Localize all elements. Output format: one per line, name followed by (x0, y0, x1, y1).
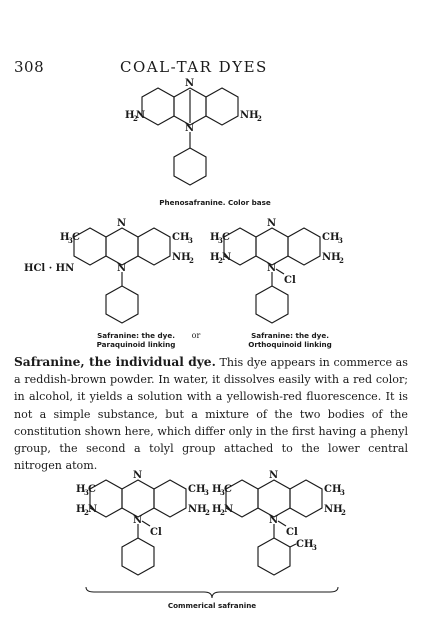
svg-text:N: N (133, 515, 143, 526)
svg-text:NH: NH (172, 252, 191, 263)
svg-text:NH: NH (324, 504, 343, 515)
svg-text:H: H (60, 232, 70, 243)
svg-text:2: 2 (133, 114, 138, 123)
phenosafranine-caption: Phenosafranine. Color base (159, 198, 271, 207)
svg-text:N: N (267, 263, 277, 274)
svg-text:CH: CH (296, 539, 314, 550)
svg-text:N: N (269, 470, 279, 481)
svg-text:H: H (212, 504, 222, 515)
grouping-brace (84, 586, 340, 600)
svg-text:3: 3 (312, 543, 317, 552)
svg-text:2: 2 (341, 508, 346, 517)
svg-text:N: N (117, 218, 127, 229)
svg-text:HCl · HN: HCl · HN (24, 263, 75, 274)
safranine-para-caption: Safranine: the dye. Paraquinoid linking (96, 331, 176, 349)
svg-text:3: 3 (68, 236, 73, 245)
safranine-ortho-structure (212, 216, 372, 336)
svg-text:C: C (72, 232, 80, 243)
svg-text:CH: CH (188, 484, 206, 495)
svg-text:N: N (88, 504, 98, 515)
svg-text:H: H (210, 252, 220, 263)
body-paragraph (14, 354, 408, 474)
or-label: or (191, 331, 201, 340)
svg-text:N: N (224, 504, 234, 515)
svg-text:3: 3 (220, 488, 225, 497)
left-n: N (136, 110, 146, 121)
svg-text:N: N (222, 252, 232, 263)
commercial-safranine-caption: Commerical safranine (167, 601, 257, 610)
center-n: N (185, 123, 195, 134)
svg-text:3: 3 (338, 236, 343, 245)
right-nh2: NH (240, 110, 259, 121)
svg-text:Cl: Cl (150, 527, 162, 538)
paragraph-lead: Safranine, the individual dye. (14, 355, 216, 369)
svg-text:CH: CH (322, 232, 340, 243)
svg-text:Cl: Cl (286, 527, 298, 538)
svg-text:3: 3 (84, 488, 89, 497)
svg-text:CH: CH (324, 484, 342, 495)
safranine-ortho-caption: Safranine: the dye. Orthoquinoid linking (248, 331, 332, 349)
svg-text:2: 2 (339, 256, 344, 265)
svg-text:3: 3 (218, 236, 223, 245)
svg-text:H: H (210, 232, 220, 243)
paragraph-text: This dye appears in commerce as a reddish-brown powder. In water, it dissolves easily with a red color; in alcohol, it yields a solution with a yellowish-red fluorescence. It is not a simple substance, but a mixture of the two bodies of the constitution shown here, which differ only in the first having a phenyl group, the second a tolyl group attached to the lower central nitrogen atom. (14, 356, 408, 473)
left-h: H (125, 110, 135, 121)
top-n: N (185, 78, 195, 89)
phenosafranine-structure (125, 76, 290, 196)
svg-text:H: H (76, 504, 86, 515)
safranine-para-structure (24, 216, 222, 336)
svg-text:2: 2 (220, 508, 225, 517)
svg-text:3: 3 (188, 236, 193, 245)
svg-text:NH: NH (188, 504, 207, 515)
svg-text:2: 2 (205, 508, 210, 517)
svg-text:N: N (133, 470, 143, 481)
svg-text:H: H (76, 484, 86, 495)
commercial-safranine-2-structure (214, 468, 374, 588)
svg-text:H: H (212, 484, 222, 495)
svg-text:2: 2 (257, 114, 262, 123)
svg-text:N: N (117, 263, 127, 274)
svg-text:3: 3 (204, 488, 209, 497)
running-head: COAL-TAR DYES (120, 58, 268, 76)
svg-text:C: C (222, 232, 230, 243)
svg-text:C: C (88, 484, 96, 495)
svg-text:CH: CH (172, 232, 190, 243)
svg-text:2: 2 (84, 508, 89, 517)
svg-text:2: 2 (189, 256, 194, 265)
svg-text:N: N (269, 515, 279, 526)
svg-text:Cl: Cl (284, 275, 296, 286)
svg-text:NH: NH (322, 252, 341, 263)
svg-text:2: 2 (218, 256, 223, 265)
svg-text:C: C (224, 484, 232, 495)
page-number: 308 (14, 58, 45, 76)
svg-text:N: N (267, 218, 277, 229)
svg-text:3: 3 (340, 488, 345, 497)
